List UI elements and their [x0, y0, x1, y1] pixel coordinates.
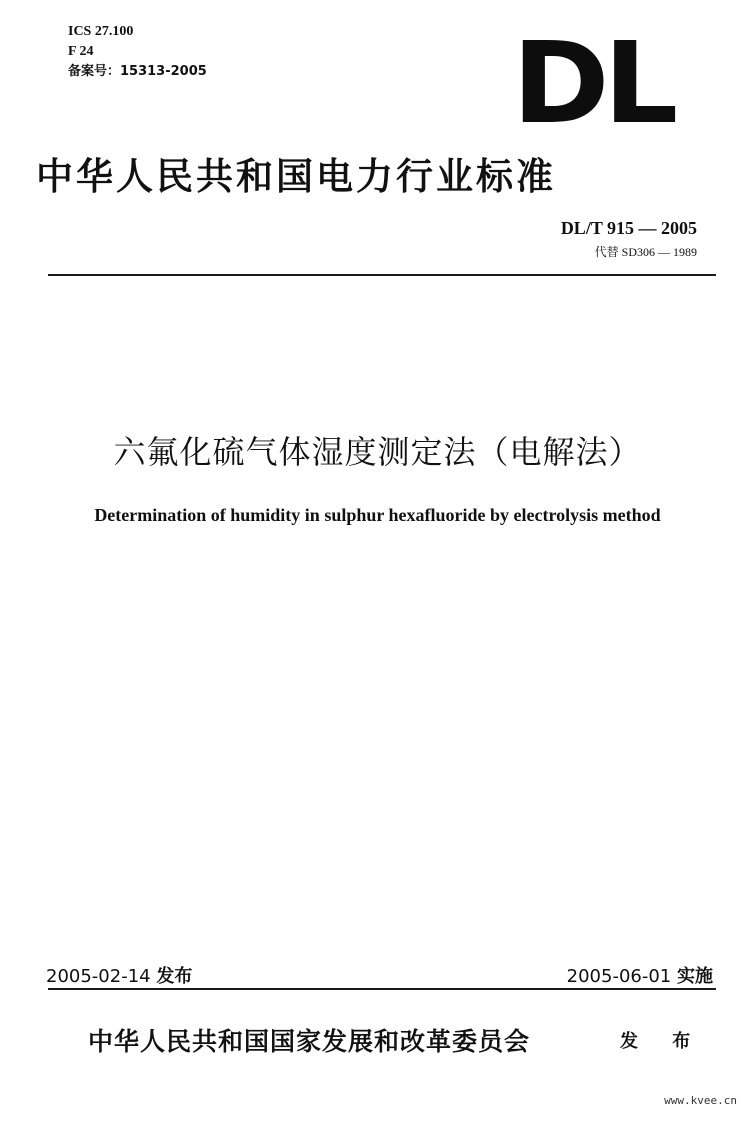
document-title-cn: 六氟化硫气体湿度测定法（电解法）	[113, 433, 642, 471]
standard-number	[561, 218, 697, 239]
dl-logo: DL	[512, 19, 672, 149]
watermark-url: www.kvee.cn	[664, 1094, 737, 1107]
effective-date: 2005-06-01	[566, 966, 672, 987]
standard-number-text: DL/T 915 — 2005	[560, 218, 697, 238]
issue-word: 发布	[156, 966, 193, 987]
publisher-name: 中华人民共和国国家发展和改革委员会	[88, 1027, 531, 1056]
filing-number: 备案号：15313-2005	[68, 64, 207, 79]
effective-word: 实施	[677, 966, 713, 987]
ics-code: ICS 27.100	[68, 24, 134, 39]
issue-date-line	[46, 962, 192, 988]
document-title-en: Determination of humidity in sulphur hexafluoride by electrolysis method	[94, 505, 661, 525]
effective-date-line	[567, 962, 713, 988]
replaces-standard: 代替 SD306 — 1989	[594, 245, 697, 259]
category-code: F 24	[68, 44, 94, 59]
top-divider	[48, 274, 716, 276]
publish-word: 发 布	[620, 1031, 705, 1052]
bottom-divider	[48, 988, 716, 990]
organization-title: 中华人民共和国电力行业标准	[36, 154, 556, 198]
issue-date: 2005-02-14	[46, 966, 151, 987]
